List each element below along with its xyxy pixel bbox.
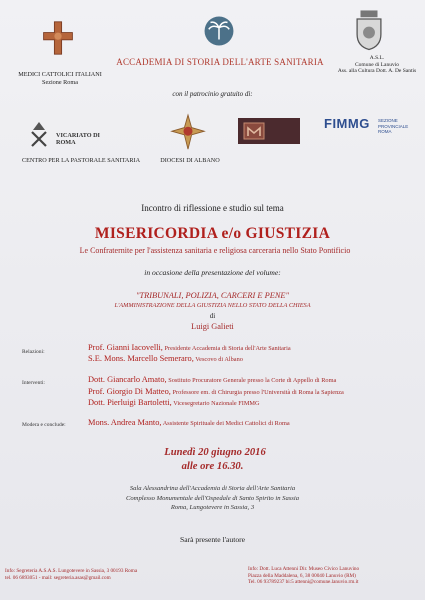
modera-label: Modera e conclude: <box>22 422 66 428</box>
medici-cattolici-label <box>10 71 110 86</box>
speaker-row <box>88 354 243 363</box>
book-author: Luigi Galieti <box>191 322 234 331</box>
dark-sponsor-logo <box>238 118 300 144</box>
speaker-name: Dott. Pierluigi Bartoletti, <box>88 398 172 407</box>
event-title: MISERICORDIA e/o GIUSTIZIA <box>94 225 331 242</box>
book-title: "TRIBUNALI, POLIZIA, CARCERI E PENE" <box>135 291 290 300</box>
relatori-label: Relazioni: <box>22 349 45 355</box>
asl-lanuvio-label <box>332 55 422 75</box>
author-present-note: Sarà presente l'autore <box>179 535 246 544</box>
speaker-row <box>88 398 260 407</box>
footer-right-line1: Info: Dott. Luca Attenni Dir. Museo Civico Lanuvino <box>248 566 360 572</box>
papal-keys-icon <box>26 120 52 150</box>
interventi-label: Interventi: <box>22 380 45 386</box>
footer-right-line3: Tel. 06 93789237 bi:5 attenni@comune.lanuvio.rm.it <box>248 579 359 586</box>
speaker-row <box>88 418 290 427</box>
speaker-name: Mons. Andrea Manto, <box>88 418 162 427</box>
centro-pastorale-label: CENTRO PER LA PASTORALE SANITARIA <box>21 157 141 164</box>
event-venue <box>80 484 345 513</box>
venue-line3: Roma, Lungotevere in Sassia, 3 <box>170 504 255 511</box>
medici-cattolici-cross-logo <box>40 20 76 56</box>
speaker-role: Assistente Spirituale dei Medici Cattolici di Roma <box>161 420 290 427</box>
speaker-row <box>88 375 336 384</box>
medici-name: MEDICI CATTOLICI ITALIANI <box>18 71 102 78</box>
asl-line3: Ass. alla Cultura Dott. A. De Santis <box>337 68 417 74</box>
footer-info-left <box>5 568 205 581</box>
accademia-palm-logo <box>202 14 236 48</box>
speaker-name: Prof. Giorgio Di Matteo, <box>88 387 171 396</box>
diocesi-label: DIOCESI DI ALBANO <box>160 157 220 164</box>
accademia-heading: ACCADEMIA DI STORIA DELL'ARTE SANITARIA <box>116 57 324 67</box>
emblem-icon <box>243 122 265 140</box>
event-time: alle ore 16.30. <box>181 461 244 472</box>
speaker-name: S.E. Mons. Marcello Semeraro, <box>88 354 194 363</box>
speaker-role: Professore em. di Chirurgia presso l'Università di Roma la Sapienza <box>170 389 344 396</box>
speaker-row <box>88 387 344 396</box>
vicariato-name: VICARIATO DI ROMA <box>56 132 100 146</box>
event-subtitle: Le Confraternite per l'assistenza sanitaria e religiosa carceraria nello Stato Pontificio <box>79 246 351 255</box>
venue-line2: Complesso Monumentale dell'Ospedale di Santo Spirito in Sassia <box>125 494 300 502</box>
speaker-role: Sostituto Procuratore Generale presso la Corte di Appello di Roma <box>166 377 337 384</box>
speaker-role: Vescovo di Albano <box>193 356 243 363</box>
footer-left-line1: Info: Segreteria A.S.A.S. Lungotevere in Sassia, 3 00193 Roma <box>5 568 138 574</box>
occasion-line: in occasione della presentazione del volume: <box>144 268 281 277</box>
speaker-name: Prof. Gianni Iacovelli, <box>88 343 163 352</box>
footer-right-line2: Piazza della Maddalena, 6, 38 00040 Lanuvio (RM) <box>248 572 356 579</box>
vicariato-logo <box>20 120 120 150</box>
speaker-role: Presidente Accademia di Storia dell'Arte Sanitaria <box>162 345 291 352</box>
intro-line: Incontro di riflessione e studio sul tema <box>141 203 284 213</box>
speaker-role: Vicesegretario Nazionale FIMMG <box>171 400 260 407</box>
lanuvio-crest-logo <box>352 8 386 52</box>
asl-line2: Comune di Lanuvio <box>355 61 399 68</box>
diocesi-star-logo <box>170 113 206 153</box>
patrocinio-label: con il patrocinio gratuito di: <box>172 90 253 98</box>
footer-info-right <box>248 566 423 586</box>
fimmg-wordmark: FIMMG <box>324 116 370 131</box>
di-line: di <box>209 312 216 320</box>
asl-line1: A.S.L. <box>369 55 385 61</box>
speaker-name: Dott. Giancarlo Amato, <box>88 375 167 384</box>
fimmg-logo <box>322 114 420 144</box>
venue-line1: Sala Alessandrina dell'Accademia di Storia dell'Arte Sanitaria <box>129 485 296 492</box>
fimmg-section: SEZIONE PROVINCIALE ROMA <box>378 118 409 134</box>
book-subtitle: L'AMMINISTRAZIONE DELLA GIUSTIZIA NELLO STATO DELLA CHIESA <box>114 302 311 309</box>
speaker-row <box>88 343 291 352</box>
event-date: Lunedì 20 giugno 2016 <box>164 447 266 458</box>
footer-left-line2: tel. 06 6893051 - mail: segreteria.asas@gmail.com <box>5 574 111 581</box>
medici-section: Sezione Roma <box>42 78 78 86</box>
